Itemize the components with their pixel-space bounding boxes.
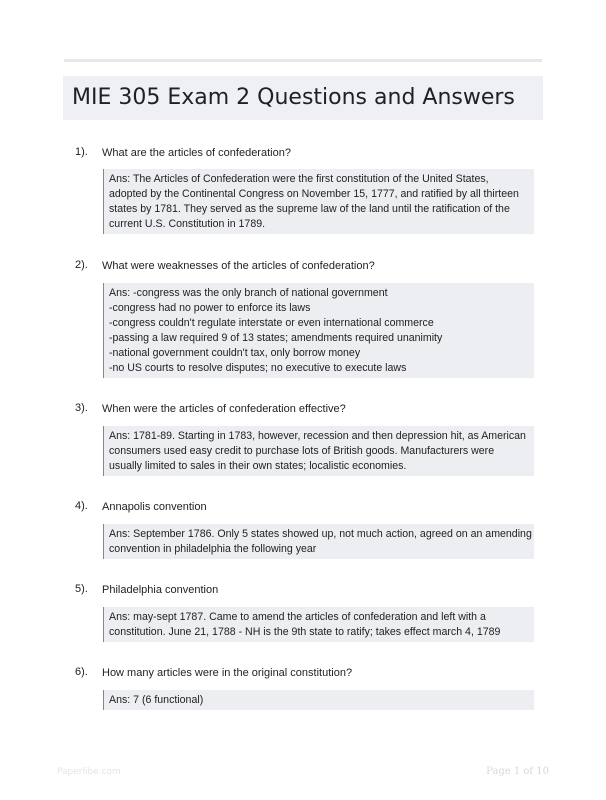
answer-line: Ans: 1781-89. Starting in 1783, however, recession and then depression hit, as American [109, 430, 526, 442]
question-text: What were weaknesses of the articles of confederation? [102, 260, 375, 272]
answer-box-6 [103, 690, 534, 710]
question-number: 3). [75, 402, 88, 414]
title-banner [63, 76, 543, 120]
answer-line: Ans: may-sept 1787. Came to amend the articles of confederation and left with a [109, 611, 486, 623]
answer-line: Ans: 7 (6 functional) [109, 694, 204, 706]
answer-box-5 [103, 607, 534, 642]
footer-watermark: Paperlibe.com [57, 767, 121, 777]
question-text: How many articles were in the original constitution? [102, 667, 353, 679]
document-title: MIE 305 Exam 2 Questions and Answers [72, 85, 515, 110]
answer-box-1 [103, 169, 534, 234]
answer-line: consumers used easy credit to purchase lots of British goods. Manufacturers were [109, 445, 495, 457]
header-rule [64, 59, 542, 62]
answer-line: Ans: September 1786. Only 5 states showed up, not much action, agreed on an amending [109, 528, 532, 540]
answer-line: adopted by the Continental Congress on November 15, 1777, and ratified by all thirteen [109, 188, 519, 200]
answer-line: states by 1781. They served as the supreme law of the land until the ratification of the [109, 203, 510, 215]
page-indicator: Page 1 of 10 [486, 766, 549, 777]
question-text: Annapolis convention [102, 501, 207, 513]
answer-line: -congress couldn't regulate interstate or even international commerce [109, 317, 434, 329]
answer-box-3 [103, 426, 534, 476]
question-number: 5). [75, 583, 88, 595]
answer-box-2 [103, 283, 534, 378]
answer-line: -congress had no power to enforce its laws [109, 302, 311, 314]
answer-line: Ans: The Articles of Confederation were the first constitution of the United States, [109, 173, 489, 185]
answer-line: current U.S. Constitution in 1789. [109, 218, 266, 230]
answer-line: -passing a law required 9 of 13 states; amendments required unanimity [109, 332, 443, 344]
answer-box-4 [103, 524, 534, 559]
question-number: 1). [75, 146, 88, 158]
question-text: Philadelphia convention [102, 584, 219, 596]
answer-line: constitution. June 21, 1788 - NH is the 9th state to ratify; takes effect march 4, 1789 [109, 626, 501, 638]
answer-line: usually limited to sales in their own states; localistic economies. [109, 460, 407, 472]
question-number: 4). [75, 500, 88, 512]
answer-line: Ans: -congress was the only branch of national government [109, 287, 388, 299]
question-text: What are the articles of confederation? [102, 147, 291, 159]
question-number: 2). [75, 259, 88, 271]
answer-line: -national government couldn't tax, only borrow money [109, 347, 361, 359]
answer-line: -no US courts to resolve disputes; no executive to execute laws [109, 362, 407, 374]
answer-line: convention in philadelphia the following year [109, 543, 317, 555]
question-text: When were the articles of confederation effective? [102, 403, 346, 415]
question-number: 6). [75, 666, 88, 678]
